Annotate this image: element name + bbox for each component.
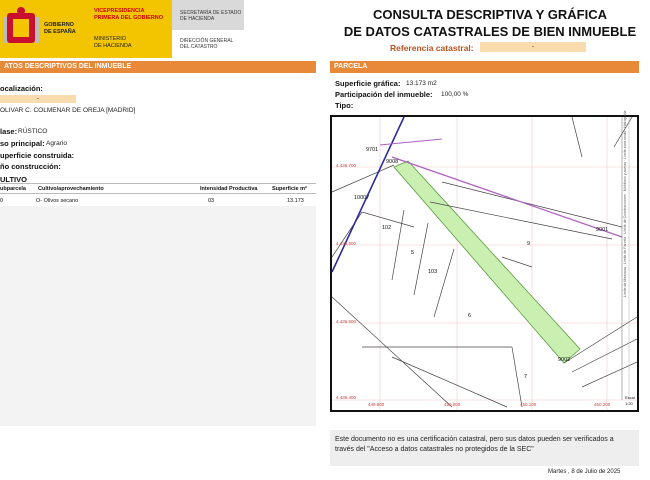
coord-x-label: 450.200 xyxy=(594,402,611,407)
section-bar-parcel: PARCELA xyxy=(330,61,639,73)
col-intensity: Intensidad Productiva xyxy=(200,186,258,192)
coord-y-label: 4.436.600 xyxy=(336,241,357,246)
parcel-label: 10007 xyxy=(354,195,370,201)
page-title: CONSULTA DESCRIPTIVA Y GRÁFICA DE DATOS CATASTRALES DE BIEN INMUEBLE xyxy=(343,7,637,39)
map-legend: Límite de Manzana · Límite de Parcela · Límite de Construcciones · Mobiliario y aceras · Límite zona verde · Hidrografía xyxy=(623,110,627,297)
coord-x-label: 450.000 xyxy=(444,402,461,407)
parcel-label: 6 xyxy=(468,313,472,319)
location-value-box xyxy=(0,95,76,103)
graphic-area-label: Superficie gráfica: xyxy=(335,79,401,88)
col-crop: Cultivo/aprovechamiento xyxy=(38,186,104,192)
coord-y-label: 4.436.500 xyxy=(336,319,357,324)
legend-item: Mobiliario y aceras xyxy=(623,161,627,192)
parcel-label: 9001 xyxy=(596,227,609,233)
secretariat-name: SECRETARÍA DE ESTADO DE HACIENDA xyxy=(180,10,242,22)
address-value: OLIVAR C. COLMENAR DE OREJA [MADRID] xyxy=(0,107,136,114)
main-use-value: Agrario xyxy=(46,140,67,147)
document-date: Martes , 8 de Julio de 2025 xyxy=(548,469,621,475)
class-label: lase: xyxy=(0,127,18,136)
cadastral-map[interactable] xyxy=(330,110,639,412)
scale-label: Escal xyxy=(625,395,635,400)
coord-y-label: 4.436.400 xyxy=(336,395,357,400)
coord-y-label: 4.436.700 xyxy=(336,163,357,168)
parcel-label: 103 xyxy=(428,269,438,275)
participation-label: Participación del inmueble: xyxy=(335,90,433,99)
main-use-label: so principal: xyxy=(0,139,45,148)
directorate-name: DIRECCIÓN GENERAL DEL CATASTRO xyxy=(180,38,234,50)
ref-value-box xyxy=(480,42,586,52)
cell-intensity: 03 xyxy=(208,198,215,204)
built-area-label: uperficie construida: xyxy=(0,151,75,160)
ref-label: Referencia catastral: xyxy=(390,43,474,53)
parcel-label: 9008 xyxy=(386,159,399,165)
parcel-label: 9002 xyxy=(558,357,571,363)
coord-x-label: 449.900 xyxy=(368,402,385,407)
parcel-label: 9701 xyxy=(366,147,379,153)
cell-crop: O- Olivos secano xyxy=(36,198,79,204)
legend-item: Límite de Construcciones xyxy=(623,194,627,234)
participation-value: 100,00 % xyxy=(441,91,469,98)
legend-item: Hidrografía xyxy=(623,110,627,128)
highlighted-parcel xyxy=(394,161,580,363)
cell-subparcel: 0 xyxy=(0,198,4,204)
vicepresidency-name: VICEPRESIDENCIA PRIMERA DEL GOBIERNO xyxy=(94,8,164,21)
left-empty-panel xyxy=(0,206,316,426)
graphic-area-value: 13.173 m2 xyxy=(406,80,437,87)
parcel-label: 9 xyxy=(527,241,531,247)
location-label: ocalización: xyxy=(0,84,43,93)
parcel-label: 5 xyxy=(411,250,415,256)
coord-x-label: 450.100 xyxy=(520,402,537,407)
type-label: Tipo: xyxy=(335,101,354,110)
map-drawing xyxy=(332,110,637,410)
cell-area: 13.173 xyxy=(287,198,304,204)
location-value: - xyxy=(37,96,39,102)
government-name: GOBIERNO DE ESPAÑA xyxy=(44,22,76,35)
parcel-label: 7 xyxy=(524,374,528,380)
class-value: RÚSTICO xyxy=(18,128,48,135)
scale-value: 1:20 xyxy=(625,401,633,406)
parcel-label: 102 xyxy=(382,225,392,231)
legend-item: Límite de Parcela xyxy=(623,236,627,265)
col-area: Superficie m² xyxy=(272,186,307,192)
coat-of-arms-icon xyxy=(3,7,39,51)
ministry-name: MINISTERIO DE HACIENDA xyxy=(94,36,132,49)
ref-value: - xyxy=(532,44,534,50)
crop-label: ULTIVO xyxy=(0,175,27,184)
section-bar-descriptive: ATOS DESCRIPTIVOS DEL INMUEBLE xyxy=(0,61,316,73)
col-subparcel: ubparcela xyxy=(0,186,26,192)
construction-year-label: ño construcción: xyxy=(0,162,61,171)
legend-item: Límite zona verde xyxy=(623,130,627,159)
disclaimer-note: Este documento no es una certificación catastral, pero sus datos pueden ser verificados a través del "Acceso a datos catastrales no protegidos de la SEC" xyxy=(330,430,639,466)
legend-item: Límite de Manzana xyxy=(623,267,627,297)
